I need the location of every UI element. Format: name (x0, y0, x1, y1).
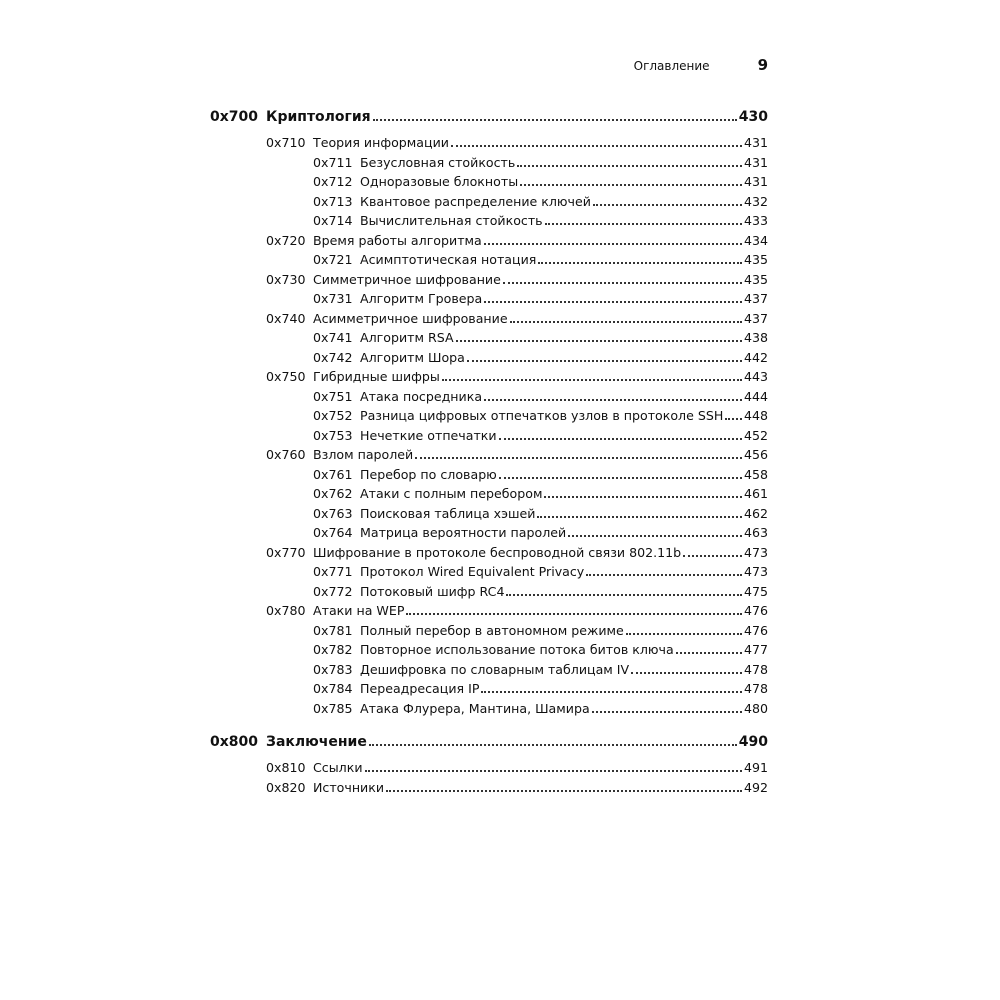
toc-subsection-entry (0, 170, 768, 190)
entry-code: 0x810 (266, 760, 306, 775)
dot-leader (517, 165, 742, 167)
toc-section-entry (0, 756, 768, 776)
dot-leader (725, 418, 742, 420)
toc-section-entry (0, 229, 768, 249)
toc-subsection-entry (0, 424, 768, 444)
entry-title: Алгоритм RSA (360, 330, 454, 345)
toc-section-entry (0, 307, 768, 327)
entry-title: Нечеткие отпечатки (360, 427, 497, 443)
toc-section-entry (0, 365, 768, 385)
entry-code: 0x730 (266, 271, 306, 287)
dot-leader (484, 243, 742, 245)
entry-page-number: 462 (743, 505, 768, 521)
dot-leader (592, 711, 742, 713)
entry-title: Теория информации (313, 135, 449, 150)
toc-subsection-entry (0, 326, 768, 346)
entry-code: 0x782 (313, 642, 353, 657)
entry-code: 0x761 (313, 466, 353, 482)
dot-leader (586, 574, 742, 576)
dot-leader (499, 438, 742, 440)
entry-title: Заключение (266, 734, 367, 750)
toc-subsection-entry (0, 658, 768, 678)
entry-page-number: 434 (743, 232, 768, 248)
dot-leader (593, 204, 742, 206)
page-number: 9 (757, 56, 768, 74)
entry-title: Повторное использование потока битов ключа (360, 642, 674, 657)
dot-leader (544, 496, 741, 498)
entry-title: Безусловная стойкость (360, 154, 516, 170)
dot-leader (406, 613, 742, 615)
dot-leader (568, 535, 742, 537)
entry-page-number: 437 (743, 310, 768, 326)
dot-leader (683, 555, 742, 557)
toc-subsection-entry (0, 638, 768, 658)
dot-leader (499, 477, 742, 479)
entry-page-number: 490 (738, 734, 768, 750)
entry-title: Потоковый шифр RC4 (360, 583, 505, 599)
entry-code: 0x741 (313, 330, 353, 345)
entry-code: 0x711 (313, 154, 353, 170)
entry-title: Атака Флурера, Мантина, Шамира (360, 700, 590, 716)
dot-leader (545, 223, 742, 225)
entry-page-number: 480 (743, 700, 768, 716)
entry-page-number: 456 (743, 447, 768, 462)
dot-leader (503, 282, 742, 284)
entry-code: 0x714 (313, 213, 353, 228)
dot-leader (373, 119, 737, 121)
entry-code: 0x763 (313, 505, 353, 521)
entry-page-number: 438 (743, 330, 768, 345)
entry-code: 0x742 (313, 349, 353, 365)
dot-leader (369, 744, 737, 746)
entry-title: Атака посредника (360, 388, 483, 404)
dot-leader (386, 790, 742, 792)
entry-title: Взлом паролей (313, 447, 414, 462)
toc-section-entry (0, 268, 768, 288)
entry-code: 0x764 (313, 525, 353, 540)
entry-code: 0x771 (313, 564, 353, 579)
entry-page-number: 431 (743, 135, 768, 150)
entry-page-number: 473 (743, 564, 768, 579)
entry-code: 0x740 (266, 310, 306, 326)
entry-code: 0x760 (266, 447, 306, 462)
entry-page-number: 442 (743, 349, 768, 365)
entry-code: 0x721 (313, 252, 353, 267)
toc-subsection-entry (0, 190, 768, 210)
entry-page-number: 431 (743, 154, 768, 170)
toc-subsection-entry (0, 385, 768, 405)
entry-page-number: 452 (743, 427, 768, 443)
dot-leader (456, 340, 742, 342)
entry-title: Ссылки (313, 760, 363, 775)
dot-leader (538, 262, 742, 264)
toc-subsection-entry (0, 482, 768, 502)
entry-code: 0x820 (266, 779, 306, 795)
dot-leader (676, 652, 742, 654)
toc-subsection-entry (0, 697, 768, 717)
entry-title: Вычислительная стойкость (360, 213, 543, 228)
entry-code: 0x800 (210, 734, 258, 750)
entry-title: Протокол Wired Equivalent Privacy (360, 564, 585, 579)
running-header (0, 56, 768, 74)
entry-page-number: 432 (743, 193, 768, 209)
toc-subsection-entry (0, 346, 768, 366)
entry-code: 0x752 (313, 408, 353, 423)
toc-subsection-entry (0, 151, 768, 171)
entry-title: Дешифровка по словарным таблицам IV (360, 661, 630, 677)
entry-page-number: 478 (743, 661, 768, 677)
dot-leader (481, 691, 742, 693)
entry-title: Полный перебор в автономном режиме (360, 622, 624, 638)
toc-subsection-entry (0, 248, 768, 268)
entry-page-number: 435 (743, 252, 768, 267)
dot-leader (520, 184, 742, 186)
toc-section-entry (0, 776, 768, 796)
toc-subsection-entry (0, 619, 768, 639)
entry-code: 0x750 (266, 369, 306, 384)
entry-page-number: 444 (743, 388, 768, 404)
entry-code: 0x720 (266, 232, 306, 248)
dot-leader (442, 379, 742, 381)
entry-code: 0x731 (313, 291, 353, 306)
toc-subsection-entry (0, 463, 768, 483)
entry-code: 0x700 (210, 109, 258, 125)
entry-title: Матрица вероятности паролей (360, 525, 567, 540)
entry-code: 0x713 (313, 193, 353, 209)
entry-page-number: 458 (743, 466, 768, 482)
entry-page-number: 473 (743, 544, 768, 560)
entry-title: Атаки на WEP (313, 603, 405, 618)
entry-title: Гибридные шифры (313, 369, 440, 384)
entry-code: 0x712 (313, 174, 353, 189)
dot-leader (415, 457, 742, 459)
entry-page-number: 443 (743, 369, 768, 384)
toc-subsection-entry (0, 404, 768, 424)
entry-page-number: 475 (743, 583, 768, 599)
dot-leader (626, 633, 742, 635)
toc-subsection-entry (0, 209, 768, 229)
toc-section-entry (0, 131, 768, 151)
running-title: Оглавление (633, 59, 710, 73)
toc-section-entry (0, 541, 768, 561)
entry-page-number: 477 (743, 642, 768, 657)
toc-subsection-entry (0, 560, 768, 580)
toc-subsection-entry (0, 502, 768, 522)
entry-code: 0x770 (266, 544, 306, 560)
entry-title: Криптология (266, 109, 371, 125)
entry-page-number: 463 (743, 525, 768, 540)
toc-section-entry (0, 599, 768, 619)
entry-code: 0x751 (313, 388, 353, 404)
entry-code: 0x785 (313, 700, 353, 716)
entry-title: Переадресация IP (360, 681, 480, 696)
toc-subsection-entry (0, 677, 768, 697)
entry-code: 0x762 (313, 486, 353, 501)
entry-page-number: 476 (743, 622, 768, 638)
entry-code: 0x784 (313, 681, 353, 696)
entry-code: 0x772 (313, 583, 353, 599)
toc-chapter-entry (0, 730, 768, 750)
entry-title: Асимметричное шифрование (313, 310, 508, 326)
entry-page-number: 435 (743, 271, 768, 287)
dot-leader (484, 399, 742, 401)
toc-section-entry (0, 443, 768, 463)
entry-title: Асимптотическая нотация (360, 252, 537, 267)
entry-page-number: 476 (743, 603, 768, 618)
entry-title: Квантовое распределение ключей (360, 193, 591, 209)
dot-leader (631, 672, 742, 674)
dot-leader (506, 594, 741, 596)
dot-leader (451, 145, 742, 147)
entry-title: Разница цифровых отпечатков узлов в протоколе SSH (360, 408, 724, 423)
dot-leader (484, 301, 742, 303)
entry-title: Одноразовые блокноты (360, 174, 519, 189)
entry-page-number: 431 (743, 174, 768, 189)
dot-leader (510, 321, 742, 323)
entry-title: Атаки с полным перебором (360, 486, 543, 501)
entry-page-number: 491 (743, 760, 768, 775)
entry-title: Время работы алгоритма (313, 232, 482, 248)
toc-subsection-entry (0, 580, 768, 600)
entry-page-number: 478 (743, 681, 768, 696)
dot-leader (467, 360, 742, 362)
entry-page-number: 492 (743, 779, 768, 795)
entry-page-number: 448 (743, 408, 768, 423)
toc-subsection-entry (0, 521, 768, 541)
entry-title: Шифрование в протоколе беспроводной связи 802.11b (313, 544, 682, 560)
entry-code: 0x710 (266, 135, 306, 150)
entry-title: Алгоритм Шора (360, 349, 465, 365)
entry-page-number: 461 (743, 486, 768, 501)
dot-leader (365, 770, 742, 772)
entry-code: 0x753 (313, 427, 353, 443)
toc-subsection-entry (0, 287, 768, 307)
entry-page-number: 433 (743, 213, 768, 228)
entry-title: Алгоритм Гровера (360, 291, 483, 306)
entry-title: Источники (313, 779, 385, 795)
entry-page-number: 437 (743, 291, 768, 306)
entry-page-number: 430 (738, 109, 768, 125)
toc-chapter-entry (0, 105, 768, 125)
entry-title: Перебор по словарю (360, 466, 497, 482)
entry-code: 0x781 (313, 622, 353, 638)
entry-code: 0x780 (266, 603, 306, 618)
dot-leader (537, 516, 741, 518)
entry-title: Поисковая таблица хэшей (360, 505, 536, 521)
entry-title: Симметричное шифрование (313, 271, 501, 287)
entry-code: 0x783 (313, 661, 353, 677)
